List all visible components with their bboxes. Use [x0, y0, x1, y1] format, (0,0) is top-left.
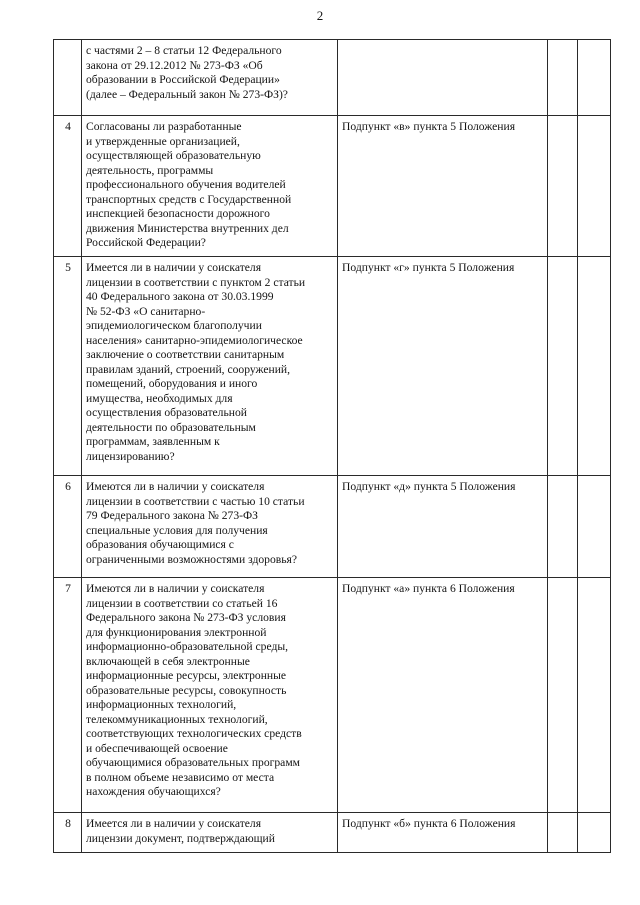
legal-basis: Подпункт «б» пункта 6 Положения: [338, 813, 548, 853]
table-row: [54, 813, 611, 853]
row-number: 5: [54, 257, 82, 476]
note-cell: [578, 476, 611, 578]
answer-cell: [548, 476, 578, 578]
table-row: [54, 116, 611, 257]
question-text: Согласованы ли разработанные и утвержденные организацией, осуществляющей образовательную деятельность, программы профессионального обучения водителей транспортных средств с Государственной инспекцией безопасности дорожного движения Министерства внутренних дел Российской Федерации?: [82, 116, 338, 257]
legal-basis: Подпункт «г» пункта 5 Положения: [338, 257, 548, 476]
table-row: [54, 476, 611, 578]
note-cell: [578, 116, 611, 257]
legal-basis: Подпункт «д» пункта 5 Положения: [338, 476, 548, 578]
legal-basis: Подпункт «в» пункта 5 Положения: [338, 116, 548, 257]
checklist-table: [53, 39, 611, 853]
legal-basis: Подпункт «а» пункта 6 Положения: [338, 578, 548, 813]
answer-cell: [548, 116, 578, 257]
answer-cell: [548, 257, 578, 476]
table-row: [54, 40, 611, 116]
row-number: 4: [54, 116, 82, 257]
question-text: Имеются ли в наличии у соискателя лицензии в соответствии со статьей 16 Федерального закона № 273-ФЗ условия для функционирования электронной информационно-образовательной среды, включающей в себя электронные информационные ресурсы, электронные образовательные ресурсы, совокупность информационных технологий, телекоммуникационных технологий, соответствующих технологических средств и обеспечивающей освоение обучающимися образовательных программ в полном объеме независимо от места нахождения обучающихся?: [82, 578, 338, 813]
row-number: 6: [54, 476, 82, 578]
question-text: Имеются ли в наличии у соискателя лицензии в соответствии с частью 10 статьи 79 Федерального закона № 273-ФЗ специальные условия для получения образования обучающимися с ограниченными возможностями здоровья?: [82, 476, 338, 578]
legal-basis: [338, 40, 548, 116]
row-number: [54, 40, 82, 116]
answer-cell: [548, 40, 578, 116]
table-row: [54, 257, 611, 476]
question-text: Имеется ли в наличии у соискателя лицензии документ, подтверждающий: [82, 813, 338, 853]
row-number: 8: [54, 813, 82, 853]
page-number: 2: [316, 8, 324, 23]
question-text: с частями 2 – 8 статьи 12 Федерального закона от 29.12.2012 № 273-ФЗ «Об образовании в Российской Федерации» (далее – Федеральный закон № 273-ФЗ)?: [82, 40, 338, 116]
question-text: Имеется ли в наличии у соискателя лицензии в соответствии с пунктом 2 статьи 40 Федерального закона от 30.03.1999 № 52-ФЗ «О санитарно- эпидемиологическом благополучии населения» санитарно-эпидемиологическое заключение о соответствии санитарным правилам зданий, строений, сооружений, помещений, оборудования и иного имущества, необходимых для осуществления образовательной деятельности по образовательным программам, заявленным к лицензированию?: [82, 257, 338, 476]
table-row: [54, 578, 611, 813]
note-cell: [578, 578, 611, 813]
note-cell: [578, 813, 611, 853]
note-cell: [578, 40, 611, 116]
answer-cell: [548, 578, 578, 813]
note-cell: [578, 257, 611, 476]
row-number: 7: [54, 578, 82, 813]
answer-cell: [548, 813, 578, 853]
